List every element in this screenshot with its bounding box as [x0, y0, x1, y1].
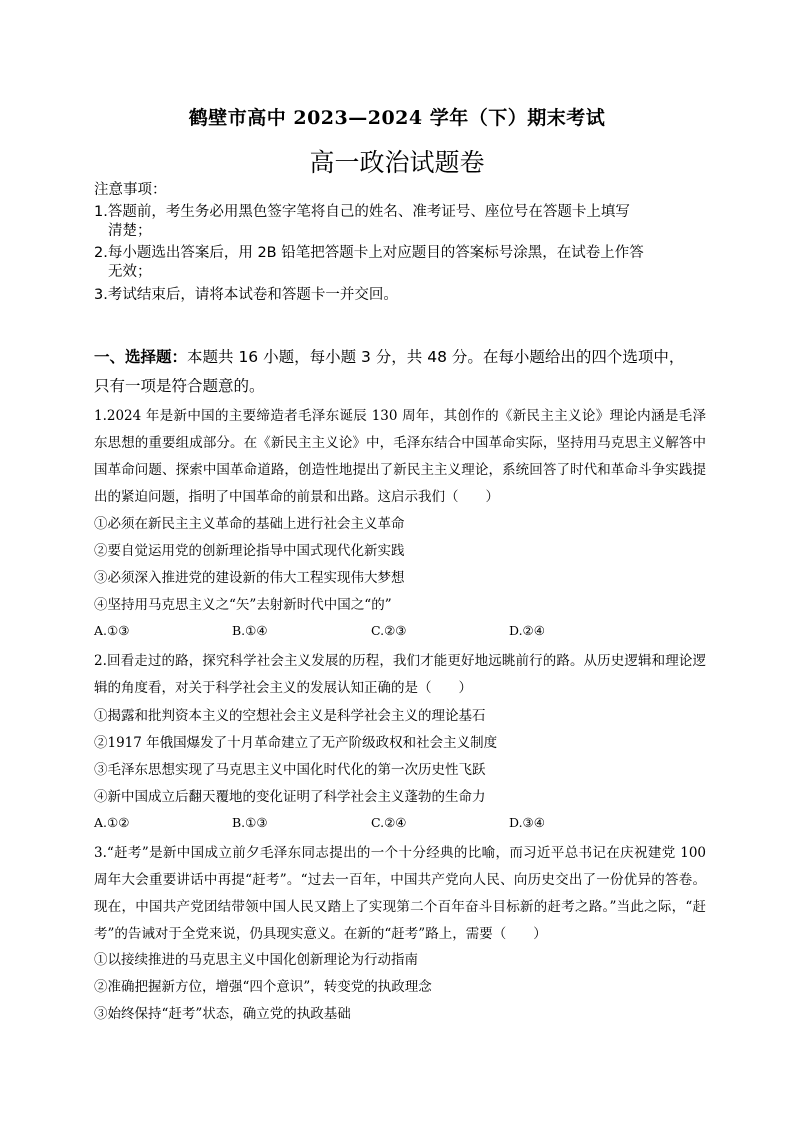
question-2-choice-a: A.①② — [94, 815, 130, 830]
question-2-option-4: ④新中国成立后翻天覆地的变化证明了科学社会主义蓬勃的生命力 — [94, 789, 486, 805]
question-3-stem: 3.“赶考”是新中国成立前夕毛泽东同志提出的一个十分经典的比喻，而习近平总书记在庆祝建党 100 周年大会重要讲话中再提“赶考”。“过去一百年，中国共产党向人民、向历史交出了一份优异的答卷。现在，中国共产党团结带领中国人民又踏上了实现第二个百年奋斗目标新的赶考之路。”当此之际，“赶考”的告诫对于全党来说，仍具现实意义。在新的“赶考”路上，需要（ ） — [94, 845, 706, 942]
notice-item-2-line1: 2.每小题选出答案后，用 2B 铅笔把答题卡上对应题目的答案标号涂黑，在试卷上作答 — [94, 245, 644, 261]
section-1-intro — [94, 343, 706, 401]
section-1-intro-line1: 本题共 16 小题，每小题 3 分，共 48 分。在每小题给出的四个选项中， — [187, 348, 685, 366]
question-1-stem: 1.2024 年是新中国的主要缔造者毛泽东诞辰 130 周年，其创作的《新民主主义论》理论内涵是毛泽东思想的重要组成部分。在《新民主主义论》中，毛泽东结合中国革命实际，坚持用马克思主义解答中国革命问题、探索中国革命道路，创造性地提出了新民主主义理论，系统回答了时代和革命斗争实践提出的紧迫问题，指明了中国革命的前景和出路。这启示我们（ ） — [94, 408, 706, 505]
paper-title: 高一政治试题卷 — [309, 148, 485, 177]
question-1-choice-d: D.②④ — [509, 623, 545, 638]
exam-title: 鹤壁市高中 2023—2024 学年（下）期末考试 — [188, 107, 606, 129]
question-3-option-1: ①以接续推进的马克思主义中国化创新理论为行动指南 — [94, 952, 418, 968]
notice-item-1-line1: 1.答题前，考生务必用黑色签字笔将自己的姓名、准考证号、座位号在答题卡上填写 — [94, 204, 630, 220]
section-1-intro-line2: 只有一项是符合题意的。 — [94, 377, 265, 395]
question-2-stem: 2.回看走过的路，探究科学社会主义发展的历程，我们才能更好地远眺前行的路。从历史逻辑和理论逻辑的角度看，对关于科学社会主义的发展认知正确的是（ ） — [94, 653, 706, 696]
notice-item-1-line2: 清楚； — [108, 223, 152, 239]
question-1-choice-b: B.①④ — [232, 623, 268, 638]
question-3-option-3: ③始终保持“赶考”状态，确立党的执政基础 — [94, 1006, 351, 1022]
question-1-option-2: ②要自觉运用党的创新理论指导中国式现代化新实践 — [94, 543, 405, 559]
question-1-option-3: ③必须深入推进党的建设新的伟大工程实现伟大梦想 — [94, 570, 405, 586]
notice-item-3: 3.考试结束后，请将本试卷和答题卡一并交回。 — [94, 287, 398, 303]
question-2-option-1: ①揭露和批判资本主义的空想社会主义是科学社会主义的理论基石 — [94, 708, 486, 724]
question-2-option-3: ③毛泽东思想实现了马克思主义中国化时代化的第一次历史性飞跃 — [94, 762, 486, 778]
question-2-choice-c: C.②④ — [371, 815, 407, 830]
question-1-choice-c: C.②③ — [371, 623, 407, 638]
notice-item-2 — [94, 244, 706, 282]
question-1-option-1: ①必须在新民主主义革命的基础上进行社会主义革命 — [94, 516, 405, 532]
notice-heading: 注意事项： — [94, 182, 167, 198]
question-2-choice-d: D.③④ — [509, 815, 545, 830]
question-1-choices — [94, 623, 654, 643]
notice-item-1 — [94, 203, 706, 241]
question-2-choices — [94, 815, 654, 835]
question-1-option-4: ④坚持用马克思主义之“矢”去射新时代中国之“的” — [94, 597, 392, 613]
section-1-label: 一、选择题： — [94, 348, 188, 366]
question-2-choice-b: B.①③ — [232, 815, 268, 830]
question-2-option-2: ②1917 年俄国爆发了十月革命建立了无产阶级政权和社会主义制度 — [94, 735, 498, 751]
question-3-option-2: ②准确把握新方位，增强“四个意识”，转变党的执政理念 — [94, 979, 432, 995]
question-1-choice-a: A.①③ — [94, 623, 130, 638]
notice-item-2-line2: 无效； — [108, 264, 152, 280]
